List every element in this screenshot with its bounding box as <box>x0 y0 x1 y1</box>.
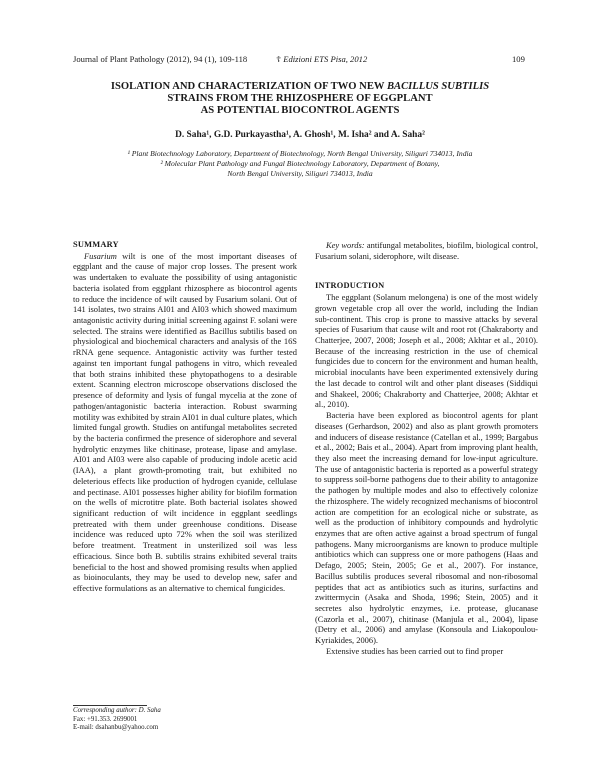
affiliation-1: ¹ Plant Biotechnology Laboratory, Department of Biotechnology, North Bengal University, Siliguri 734013, India <box>127 149 473 158</box>
intro-paragraph-2: Bacteria have been explored as biocontrol agents for plant diseases (Gerhardson, 2002) and also as plant growth promoters and inducers of disease resistance (Catellan et al., 1999; Bargabus et al., 2002; Bais et al., 2004). Apart from improving plant health, they also meet the increasing demand for low-input agriculture. The use of antagonistic bacteria is reported as a powerful strategy to suppress soil-borne pathogens due to their ability to antagonize the pathogen by multiple modes and also to effectively colonize the rhizosphere. The widely recognized mechanisms of biocontrol action are competition for an ecological niche or substrate, as well as the production of inhibitory compounds and hydrolytic enzymes that are often active against a broad spectrum of fungal pathogens. Many microorganisms are known to produce multiple antibiotics which can suppress one or more pathogens (Haas and Defago, 2005; Stein, 2005; Ge et al., 2007). For instance, Bacillus subtilis produces several ribosomal and non-ribosomal peptides that act as antibiotics such as iturins, surfactins and zwittermycin (Asaka and Shoda, 1996; Stein, 2005) and it secretes also hydrolytic enzymes, i.e. protease, glucanase (Cazorla et al., 2007), chitinase (Manjula et al., 2004), lipase (Detry et al., 2006) and amylase (Konsoula and Liakopoulou-Kyriakides, 2006). <box>315 410 538 646</box>
article-title <box>70 81 530 117</box>
footnote-rule <box>73 705 147 706</box>
fax-number: Fax: +91.353. 2699001 <box>73 715 138 723</box>
summary-heading: SUMMARY <box>73 240 119 249</box>
title-line-2: STRAINS FROM THE RHIZOSPHERE OF EGGPLANT <box>167 93 433 104</box>
affiliation-2-cont: North Bengal University, Siliguri 734013, India <box>227 169 373 178</box>
journal-citation: Journal of Plant Pathology (2012), 94 (1), 109-118 <box>73 54 248 64</box>
title-line-3: AS POTENTIAL BIOCONTROL AGENTS <box>200 105 400 116</box>
email-address: E-mail: dsahanbu@yahoo.com <box>73 724 159 732</box>
introduction-heading: INTRODUCTION <box>315 281 385 291</box>
intro-paragraph-3: Extensive studies has been carried out to find proper <box>326 645 504 656</box>
right-column <box>315 240 538 657</box>
footnote <box>73 707 161 733</box>
affiliation-2: ² Molecular Plant Pathology and Fungal Biotechnology Laboratory, Department of Botany, <box>160 159 440 168</box>
publisher-line <box>276 54 367 65</box>
ets-logo-icon: ☦ <box>276 55 282 64</box>
author-list: D. Saha¹, G.D. Purkayastha¹, A. Ghosh¹, M. Isha² and A. Saha² <box>175 130 425 140</box>
intro-paragraph-1: The eggplant (Solanum melongena) is one of the most widely grown vegetable crop all over the world, including the Indian sub-continent. This crop is prone to massive attacks by several species of Fusarium that cause wilt and root rot (Chakraborty and Chatterjee, 2007, 2008; Joseph et al., 2008; Akhtar et al., 2010). Because of the increasing restriction in the use of chemical fungicides due to concern for the environment and human health, microbial inoculants have been experimented extensively during the last decade to control wilt and other plant diseases (Siddiqui and Shakeel, 2006; Chakraborty and Chatterjee, 2008; Akhtar et al., 2010). <box>315 292 538 410</box>
affiliations <box>60 149 540 179</box>
title-line-1: ISOLATION AND CHARACTERIZATION OF TWO NEW BACILLUS SUBTILIS <box>110 81 490 92</box>
summary-paragraph: Fusarium wilt is one of the most important diseases of eggplant and the cause of major crop losses. The present work was undertaken to evaluate the possibility of using antagonistic bacteria isolated from eggplant rhizosphere as biocontrol agents to reduce the incidence of wilt caused by Fusarium solani. Out of 141 isolates, two strains AI01 and AI03 which showed maximum antagonistic activity during initial screening against F. solani were selected. The strains were identified as Bacillus subtilis based on physiological and biochemical characters and analysis of the 16S rRNA gene sequence. Antagonistic activity was further tested against ten important fungal pathogens in vitro, which revealed that both strains inhibited these phytopathogens to a desirable extent. Scanning electron microscope observations disclosed the presence of deformity and lysis of fungal mycelia at the zone of pathogen/antagonistic bacteria interaction. Robust swarming motility was exhibited by strain AI01 in dual culture plates, which limited fungal growth. Studies on antifungal metabolites secreted by the bacteria confirmed the presence of siderophore and several hydrolytic enzymes like chitinase, protease, lipase and amylase. AI01 and AI03 were also capable of producing indole acetic acid (IAA), a plant growth-promoting trait, but exhibited no deleterious effects like production of hydrogen cyanide, cellulase and pectinase. AI01 possesses higher ability for biofilm formation on the wells of microtitre plate. Both bacterial isolates showed significant reduction of wilt incidence in eggplant seedlings pretreated with them under greenhouse conditions. Disease incidence was reduced upto 72% when the soil was sterilized before treatment. Treatment in unsterilized soil was less efficacious. Since both B. subtilis strains exhibited several traits beneficial to the host and showed promising results when applied as bioinoculants, they may be used to develop new, safer and effective formulations as an alternative to chemical fungicides. <box>73 250 297 593</box>
left-column <box>73 240 297 594</box>
page-number: 109 <box>512 54 525 64</box>
title-species: BACILLUS SUBTILIS <box>386 81 490 92</box>
corresponding-author: Corresponding author: D. Saha <box>73 707 161 714</box>
keywords: Key words: antifungal metabolites, biofilm, biological control, Fusarium solani, siderophore, wilt disease. <box>315 240 539 261</box>
publisher-text: Edizioni ETS Pisa, 2012 <box>283 54 368 64</box>
